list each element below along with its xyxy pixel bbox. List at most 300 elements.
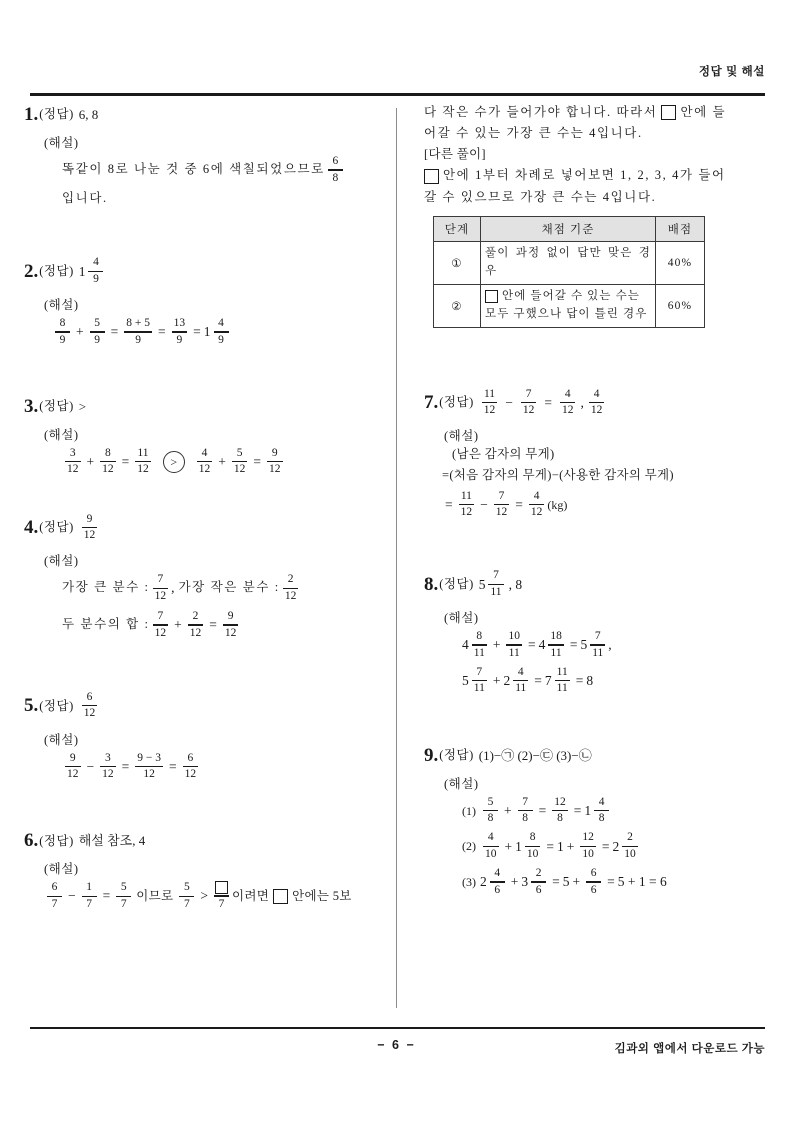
fraction-numerator: 2 <box>627 831 633 844</box>
solution-tag: (해설) <box>44 136 79 150</box>
problem-7 <box>424 388 781 520</box>
fraction-numerator: 8 <box>476 630 483 643</box>
fraction-denominator: 12 <box>83 529 96 542</box>
plus-operator: + <box>504 802 512 818</box>
fraction-denominator: 8 <box>598 812 605 825</box>
equals-operator: = <box>601 838 610 854</box>
problem-1 <box>24 105 381 205</box>
fraction-denominator: 9 <box>176 333 183 346</box>
fraction-numerator: 1 <box>86 881 92 894</box>
problem-7-solution <box>442 447 781 519</box>
problem-3-answer-value: > <box>78 398 87 414</box>
fraction-9-12 <box>82 513 98 543</box>
blank-box-icon <box>273 889 288 904</box>
equals-operator: = <box>158 324 166 340</box>
fraction-numerator: 11 <box>460 489 472 502</box>
fraction-denominator: 8 <box>522 812 528 825</box>
mixed-fraction <box>488 569 503 599</box>
fraction-numerator: 7 <box>498 489 505 502</box>
rubric-step-2: ② <box>434 284 481 327</box>
mixed-number-1-4-8 <box>584 796 612 826</box>
fraction-4-10 <box>483 831 499 861</box>
fraction-numerator: 2 <box>287 573 294 586</box>
fraction-5-7-b <box>179 881 194 911</box>
fraction-bar <box>525 846 541 847</box>
fraction-denominator: 12 <box>154 589 167 602</box>
alt-solution-tag: [다른 풀이] <box>424 146 486 161</box>
plus-operator: + <box>218 454 226 470</box>
fraction-bar <box>552 810 568 811</box>
mixed-number <box>479 569 507 599</box>
fraction-numerator: 7 <box>493 569 499 582</box>
problem-2-solution <box>52 317 381 347</box>
minus-operator: − <box>480 496 488 512</box>
equals-operator: = <box>607 874 615 890</box>
problem-8-answer-extra: , 8 <box>508 576 523 592</box>
mixed-number-5-7-11 <box>580 630 608 660</box>
fraction-13-9 <box>172 317 188 347</box>
plus-operator: + <box>566 838 575 854</box>
fraction-numerator: 12 <box>554 795 566 808</box>
fraction-denominator: 12 <box>530 506 543 519</box>
fraction-numerator: 7 <box>157 573 164 586</box>
fraction-4-12 <box>560 388 576 418</box>
mixed-whole: 1 <box>584 802 592 818</box>
plus-operator: + <box>572 874 581 890</box>
greater-than-operator: > <box>200 888 209 904</box>
page-number: − 6 − <box>377 1038 416 1052</box>
fraction-denominator: 10 <box>485 847 497 860</box>
fraction-sum-9 <box>124 317 152 347</box>
fraction-1-7 <box>82 881 97 911</box>
problem-9-number: 9. <box>424 744 439 766</box>
scoring-rubric-table <box>433 216 705 327</box>
fraction-numerator: 6 <box>86 690 93 703</box>
fraction-bar <box>488 584 503 585</box>
sub-item-tag-1: (1) <box>462 803 476 818</box>
answer-tag: (정답) <box>39 698 74 713</box>
fraction-numerator: 8 <box>529 831 536 844</box>
fraction-numerator: 7 <box>525 387 532 400</box>
mixed-number-2-4-11 <box>503 666 531 696</box>
fraction-denominator: 12 <box>143 768 155 781</box>
problem-2 <box>24 256 381 346</box>
fraction-numerator: 7 <box>522 795 528 808</box>
fraction-numerator: 4 <box>517 665 524 678</box>
sub-item-tag-2: (2) <box>462 839 476 854</box>
fraction-bar <box>594 810 609 811</box>
problem-8-solution <box>462 630 781 695</box>
problem-5-answer-line <box>24 691 381 721</box>
equals-operator: = <box>573 802 582 818</box>
mixed-whole: 1 <box>78 263 86 279</box>
fraction-bar <box>153 588 169 589</box>
plus-operator: + <box>174 616 182 632</box>
fraction-2-12 <box>283 573 299 603</box>
problem-4-answer-value <box>79 513 101 543</box>
fraction-7-12 <box>494 490 510 520</box>
problem-9-line-1 <box>462 796 781 826</box>
fraction-5-8 <box>483 796 498 826</box>
mixed-fraction <box>590 630 605 660</box>
problem-4-solution-line-1 <box>62 573 381 603</box>
fraction-bar <box>116 896 131 897</box>
mixed-number-1-8-10 <box>515 831 543 861</box>
solution-tag: (해설) <box>444 429 479 444</box>
unit-kg: (kg) <box>547 497 568 512</box>
fraction-numerator: 3 <box>69 446 76 459</box>
equals-operator: = <box>110 324 119 340</box>
problem-3 <box>24 397 381 477</box>
problem-9-solution <box>462 796 781 897</box>
problem-6-continued <box>424 105 781 328</box>
fraction-numerator: 7 <box>157 610 164 623</box>
fraction-numerator: 6 <box>332 155 339 167</box>
fraction-bar <box>214 895 229 896</box>
fraction-bar <box>65 766 81 767</box>
problem-6-cont-line-3 <box>424 169 781 184</box>
fraction-7-12 <box>521 388 537 418</box>
fraction-numerator: 4 <box>487 831 494 844</box>
fraction-denominator: 11 <box>556 682 568 695</box>
fraction-bar <box>47 896 62 897</box>
equals-operator: = <box>552 874 560 890</box>
right-column <box>424 105 781 903</box>
blank-box-icon <box>424 169 439 184</box>
fraction-denominator: 9 <box>59 333 66 346</box>
fraction-bar <box>267 461 283 462</box>
fraction-denominator: 12 <box>224 626 237 639</box>
problem-6-cont-line-2 <box>424 127 781 141</box>
equals-operator: = <box>121 758 130 774</box>
comma-separator: , <box>171 579 175 595</box>
table-header-row <box>434 217 705 242</box>
answer-tag: (정답) <box>39 399 74 414</box>
footer-divider-rule <box>30 1027 765 1029</box>
fraction-denominator: 6 <box>535 883 542 896</box>
plus-operator: + <box>492 673 501 689</box>
fraction-denominator: 11 <box>515 682 527 695</box>
mixed-whole: 7 <box>544 673 552 689</box>
fraction-denominator: 7 <box>218 897 225 910</box>
fraction-denominator: 12 <box>284 589 297 602</box>
fraction-bar <box>88 271 103 272</box>
fraction-12-10 <box>580 831 596 861</box>
problem-9-line-3-tail: 5 + 1 = 6 <box>617 874 667 890</box>
rubric-criteria-1: 풀이 과정 없이 답만 맞은 경우 <box>481 242 656 285</box>
answer-tag: (정답) <box>39 107 74 122</box>
equals-operator: = <box>544 394 552 410</box>
mixed-fraction <box>472 666 487 696</box>
problem-1-text-a: 똑같이 8로 나눈 것 중 6에 색칠되었으므로 <box>62 161 325 176</box>
fraction-bar <box>586 881 601 882</box>
fraction-numerator: 18 <box>550 630 562 643</box>
fraction-denominator: 12 <box>67 768 79 781</box>
fraction-bar <box>521 402 537 403</box>
mixed-whole: 5 <box>462 673 469 689</box>
table-header-criteria: 채점 기준 <box>481 217 656 242</box>
fraction-numerator: 8 <box>105 446 111 459</box>
equals-operator: = <box>527 637 536 653</box>
fraction-11-12 <box>135 447 151 477</box>
mixed-whole: 1 <box>203 324 211 340</box>
problem-6-text-3: 안에는 5보 <box>292 888 352 903</box>
fraction-6-7 <box>47 881 62 911</box>
fraction-denominator: 7 <box>51 897 58 910</box>
mixed-fraction <box>525 831 541 861</box>
fraction-bar <box>531 881 546 882</box>
problem-9-line-3 <box>462 867 781 897</box>
alt-solution-tag-line <box>424 148 781 162</box>
mixed-fraction <box>548 630 564 660</box>
problem-8-line-1 <box>462 630 781 660</box>
fraction-numerator: 4 <box>593 387 600 400</box>
column-divider <box>396 108 397 1008</box>
mixed-whole: 3 <box>521 874 529 890</box>
equals-operator: = <box>445 496 453 512</box>
fraction-numerator: 9 <box>69 751 76 764</box>
fraction-numerator: 2 <box>192 610 199 623</box>
fraction-denominator: 11 <box>473 682 485 695</box>
mixed-number-2-2-10 <box>613 831 641 861</box>
blank-box-icon <box>215 881 228 894</box>
page-header <box>30 62 765 80</box>
fraction-numerator: 11 <box>137 446 149 459</box>
fraction-6-12 <box>183 752 199 782</box>
mixed-whole: 4 <box>462 637 469 653</box>
fraction-numerator: 12 <box>582 831 594 844</box>
equals-operator: = <box>121 454 130 470</box>
fraction-numerator: 4 <box>93 256 99 269</box>
plus-operator: + <box>86 454 95 470</box>
fraction-denominator: 9 <box>93 273 99 285</box>
mixed-whole: 5 <box>478 576 486 592</box>
fraction-denominator: 12 <box>590 404 603 417</box>
fraction-bar <box>223 624 239 625</box>
problem-6-cont-line-4 <box>424 191 781 205</box>
problem-7-line-2 <box>442 469 781 483</box>
fraction-numerator: 4 <box>218 317 224 330</box>
fraction-numerator: 4 <box>598 795 605 808</box>
fraction-bar <box>472 644 487 645</box>
fraction-denominator: 7 <box>86 897 92 910</box>
fraction-bar <box>82 527 98 528</box>
problem-1-answer-line <box>24 105 381 124</box>
fraction-bar <box>153 624 169 625</box>
table-header-step: 단계 <box>434 217 481 242</box>
fraction-bar <box>494 504 510 505</box>
equals-operator: = <box>569 637 578 653</box>
fraction-bar <box>483 810 498 811</box>
fraction-denominator: 12 <box>522 404 535 417</box>
fraction-numerator: 9 − 3 <box>137 751 161 764</box>
minus-operator: − <box>68 888 76 904</box>
fraction-denominator: 8 <box>557 812 563 825</box>
fraction-5-7 <box>116 881 131 911</box>
problem-8-answer-value <box>479 569 522 599</box>
problem-9-answer-line <box>424 746 781 765</box>
fraction-11-12 <box>459 490 475 520</box>
rubric-criteria-2-text-b: 모두 구했으나 답이 틀린 경우 <box>485 307 648 320</box>
fraction-bar <box>214 331 229 332</box>
fraction-4-12-b <box>589 388 605 418</box>
problem-7-line-1 <box>452 448 781 462</box>
fraction-numerator: 4 <box>564 387 571 400</box>
fraction-denominator: 6 <box>494 883 501 896</box>
mixed-number <box>79 256 107 286</box>
fraction-diff-12 <box>135 752 163 782</box>
problem-5 <box>24 691 381 781</box>
problem-6-cont-text-b: 안에 들 <box>680 104 727 119</box>
problem-7-number: 7. <box>424 391 439 413</box>
fraction-bar <box>490 881 505 882</box>
fraction-bar <box>65 461 81 462</box>
equals-operator: = <box>515 496 523 512</box>
equals-operator: = <box>169 758 177 774</box>
problem-1-number: 1. <box>24 104 39 125</box>
problem-8 <box>424 569 781 695</box>
problem-9-line-2 <box>462 831 781 861</box>
whole-number-one: 1 <box>557 838 564 854</box>
mixed-number-4-8-11 <box>462 630 490 660</box>
fraction-7-12 <box>153 610 169 640</box>
largest-fraction-label: 가장 큰 분수 : <box>62 580 150 595</box>
fraction-bar <box>135 461 151 462</box>
fraction-denominator: 12 <box>495 506 508 519</box>
problem-6-answer-value: 해설 참조, 4 <box>78 833 146 849</box>
sum-of-fractions-label: 두 분수의 합 : <box>62 617 150 632</box>
mixed-number-3-2-6 <box>521 867 549 897</box>
mixed-whole: 2 <box>480 874 487 890</box>
solution-tag: (해설) <box>44 427 79 442</box>
blank-box-icon <box>485 290 498 303</box>
fraction-numerator: 4 <box>201 446 208 459</box>
problem-6-cont-text-line2: 어갈 수 있는 가장 큰 수는 4입니다. <box>424 126 643 140</box>
fraction-6-6 <box>586 867 601 897</box>
sub-item-tag-3: (3) <box>462 875 476 889</box>
fraction-numerator: 8 <box>59 317 66 330</box>
fraction-denominator: 10 <box>526 847 539 860</box>
mixed-number-2-4-6 <box>480 867 508 897</box>
fraction-5-9 <box>90 317 105 347</box>
fraction-5-12 <box>232 447 248 477</box>
fraction-denominator: 7 <box>184 897 190 910</box>
fraction-8-9 <box>55 317 70 347</box>
fraction-numerator: 10 <box>508 630 520 643</box>
equals-operator: = <box>102 888 111 904</box>
fraction-denominator: 8 <box>332 171 339 184</box>
fraction-denominator: 9 <box>218 333 224 346</box>
header-title: 정답 및 해설 <box>698 66 765 78</box>
problem-1-text-b: 입니다. <box>62 190 108 205</box>
fraction-bar <box>328 169 343 170</box>
fraction-denominator: 12 <box>184 768 197 781</box>
mixed-whole: 4 <box>538 637 546 653</box>
comma-separator: , <box>580 394 584 410</box>
mixed-whole: 2 <box>612 838 620 854</box>
mixed-fraction <box>555 666 570 696</box>
problem-6-answer-line <box>24 831 381 850</box>
potato-weight-equation-text: =(처음 감자의 무게)−(사용한 감자의 무게) <box>442 467 674 482</box>
whole-number-five: 5 <box>562 874 570 890</box>
circled-greater-than-icon: > <box>163 451 185 473</box>
solution-tag: (해설) <box>44 732 79 747</box>
fraction-bar <box>472 680 487 681</box>
problem-8-line-2 <box>462 666 781 696</box>
fraction-denominator: 11 <box>473 646 485 659</box>
fraction-numerator: 9 <box>227 610 234 623</box>
fraction-4-12 <box>529 490 545 520</box>
rubric-score-2: 60% <box>656 284 705 327</box>
mixed-fraction <box>472 630 487 660</box>
fraction-denominator: 12 <box>561 404 574 417</box>
solution-tag: (해설) <box>44 298 79 313</box>
fraction-numerator: 9 <box>271 446 278 459</box>
problem-6-number: 6. <box>24 830 39 852</box>
mixed-number-5-7-11 <box>462 666 490 696</box>
fraction-9-12 <box>267 447 283 477</box>
fraction-3-12 <box>65 447 81 477</box>
fraction-9-12 <box>223 610 239 640</box>
fraction-numerator: 4 <box>533 489 540 502</box>
problem-8-result: 8 <box>586 673 594 689</box>
fraction-bar <box>197 461 213 462</box>
problem-2-answer-value <box>79 256 107 286</box>
plus-operator: + <box>504 838 513 854</box>
fraction-blank-7 <box>214 881 229 911</box>
solution-tag: (해설) <box>44 862 79 877</box>
fraction-numerator: 6 <box>51 881 58 894</box>
problem-6-cont-text-line4: 갈 수 있으므로 가장 큰 수는 4입니다. <box>424 189 657 204</box>
problem-9 <box>424 746 781 897</box>
comma-separator: , <box>608 637 612 653</box>
problem-7-answer-line <box>424 388 781 418</box>
problem-2-number: 2. <box>24 260 39 282</box>
fraction-denominator: 7 <box>120 897 127 910</box>
rubric-criteria-2-text-a: 안에 들어갈 수 있는 수는 <box>502 289 640 302</box>
fraction-denominator: 12 <box>137 463 149 476</box>
answer-tag: (정답) <box>439 747 474 762</box>
fraction-numerator: 5 <box>236 446 243 459</box>
answer-tag: (정답) <box>39 833 74 848</box>
problem-1-answer-value: 6, 8 <box>78 107 99 122</box>
fraction-bar <box>483 846 499 847</box>
remaining-potato-weight-label: (남은 감자의 무게) <box>452 447 555 462</box>
fraction-numerator: 13 <box>173 317 186 330</box>
fraction-bar <box>283 588 299 589</box>
problem-8-number: 8. <box>424 573 439 595</box>
problem-3-solution <box>62 447 381 477</box>
mixed-fraction <box>490 867 505 897</box>
table-header-score: 배점 <box>656 217 705 242</box>
problem-7-answer-value <box>479 388 608 418</box>
problem-5-number: 5. <box>24 695 39 717</box>
fraction-denominator: 12 <box>154 626 167 639</box>
fraction-denominator: 12 <box>102 463 114 476</box>
fraction-denominator: 11 <box>508 646 520 659</box>
problem-5-solution <box>62 752 381 782</box>
table-row <box>434 284 705 327</box>
fraction-bar <box>135 766 163 767</box>
fraction-denominator: 11 <box>550 646 562 659</box>
problem-4-solution <box>62 573 381 639</box>
fraction-numerator: 4 <box>494 867 501 880</box>
fraction-numerator: 6 <box>590 867 597 880</box>
fraction-bar <box>589 402 605 403</box>
fraction-denominator: 8 <box>487 812 494 825</box>
fraction-bar <box>188 624 204 625</box>
minus-operator: − <box>505 394 513 410</box>
